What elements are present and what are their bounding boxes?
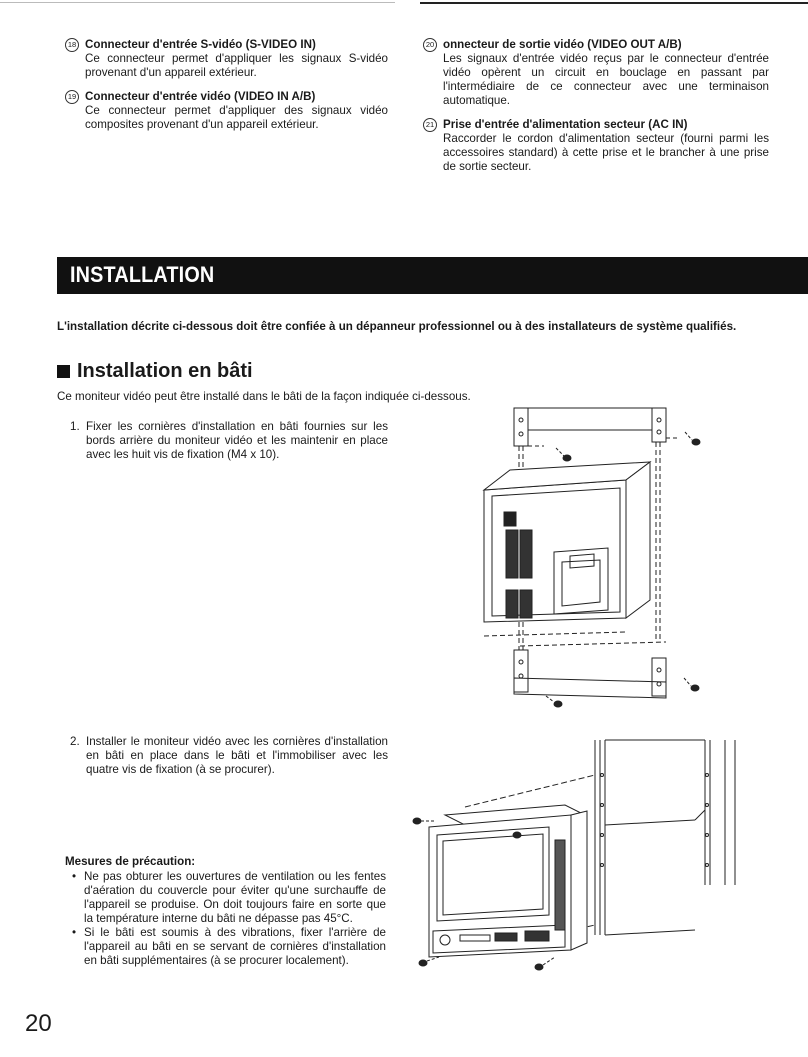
circled-number: 21 [423, 118, 437, 132]
connectors-right-column [423, 38, 769, 184]
connector-item-20 [423, 38, 769, 108]
connector-title: Connecteur d'entrée S-vidéo (S-VIDEO IN) [85, 38, 316, 51]
connector-title: Prise d'entrée d'alimentation secteur (AC IN) [443, 118, 688, 131]
bullet-icon: • [72, 870, 77, 883]
step-text: Installer le moniteur vidéo avec les cornières d'installation en bâti en place dans le bâti et l'immobiliser avec les quatre vis de fixation (à se procurer). [86, 735, 388, 776]
section-title: Installation en bâti [77, 360, 253, 382]
screw-icon [556, 432, 700, 461]
rack-bracket-attachment-illustration [470, 400, 720, 710]
precaution-text: Ne pas obturer les ouvertures de ventilation ou les fentes d'aération du couvercle pour éviter qu'une surchauffe de l'appareil se produise. On doit toujours faire en sorte que la température interne du bâti ne dépasse pas 45°C. [84, 870, 386, 925]
step-number: 1. [70, 420, 80, 433]
connector-title: Connecteur d'entrée vidéo (VIDEO IN A/B) [85, 90, 316, 103]
square-bullet-icon [57, 365, 70, 378]
precaution-item [72, 926, 386, 968]
connectors-left-column [65, 38, 388, 142]
section-heading [57, 360, 253, 383]
top-bracket [514, 408, 666, 446]
precautions-list [72, 870, 386, 968]
page-number: 20 [25, 1010, 52, 1037]
connector-body: Ce connecteur permet d'appliquer les signaux S-vidéo provenant d'un appareil extérieur. [85, 52, 388, 79]
monitor-body [484, 462, 650, 622]
step-text: Fixer les cornières d'installation en bâti fournies sur les bords arrière du moniteur vidéo et les maintenir en place avec les huit vis de fixation (M4 x 10). [86, 420, 388, 461]
connector-item-21 [423, 118, 769, 174]
top-rule [420, 2, 808, 4]
banner-title: INSTALLATION [70, 262, 215, 287]
step-1 [70, 420, 388, 462]
top-rule-left [0, 2, 395, 3]
bullet-icon: • [72, 926, 77, 939]
step-number: 2. [70, 735, 80, 748]
monitor-front [429, 805, 587, 957]
installation-banner [57, 257, 808, 294]
section-description: Ce moniteur vidéo peut être installé dans le bâti de la façon indiquée ci-dessous. [57, 390, 471, 403]
circled-number: 20 [423, 38, 437, 52]
circled-number: 18 [65, 38, 79, 52]
rack-mount-installation-illustration [405, 735, 745, 975]
bottom-bracket [514, 650, 666, 698]
connector-item-18 [65, 38, 388, 80]
step-2 [70, 735, 388, 777]
intro-text: L'installation décrite ci-dessous doit être confiée à un dépanneur professionnel ou à des installateurs de système qualifiés. [57, 320, 737, 333]
connector-title: onnecteur de sortie vidéo (VIDEO OUT A/B) [443, 38, 682, 51]
screw-icon [546, 678, 699, 707]
connector-body: Ce connecteur permet d'appliquer des signaux vidéo composites provenant d'un appareil extérieur. [85, 104, 388, 131]
rack-frame [595, 740, 735, 935]
circled-number: 19 [65, 90, 79, 104]
precautions-title: Mesures de précaution: [65, 855, 196, 868]
connector-item-19 [65, 90, 388, 132]
precaution-item [72, 870, 386, 926]
precaution-text: Si le bâti est soumis à des vibrations, fixer l'arrière de l'appareil au bâti en se servant de cornières d'installation en bâti supplémentaires (à se procurer localement). [84, 926, 386, 967]
connector-body: Les signaux d'entrée vidéo reçus par le connecteur d'entrée vidéo opèrent un circuit en bouclage en passant par l'intermédiaire de ce connecteur avec une terminaison automatique. [443, 52, 769, 107]
connector-body: Raccorder le cordon d'alimentation secteur (fourni parmi les accessoires standard) à cette prise et le brancher à une prise de sortie secteur. [443, 132, 769, 173]
